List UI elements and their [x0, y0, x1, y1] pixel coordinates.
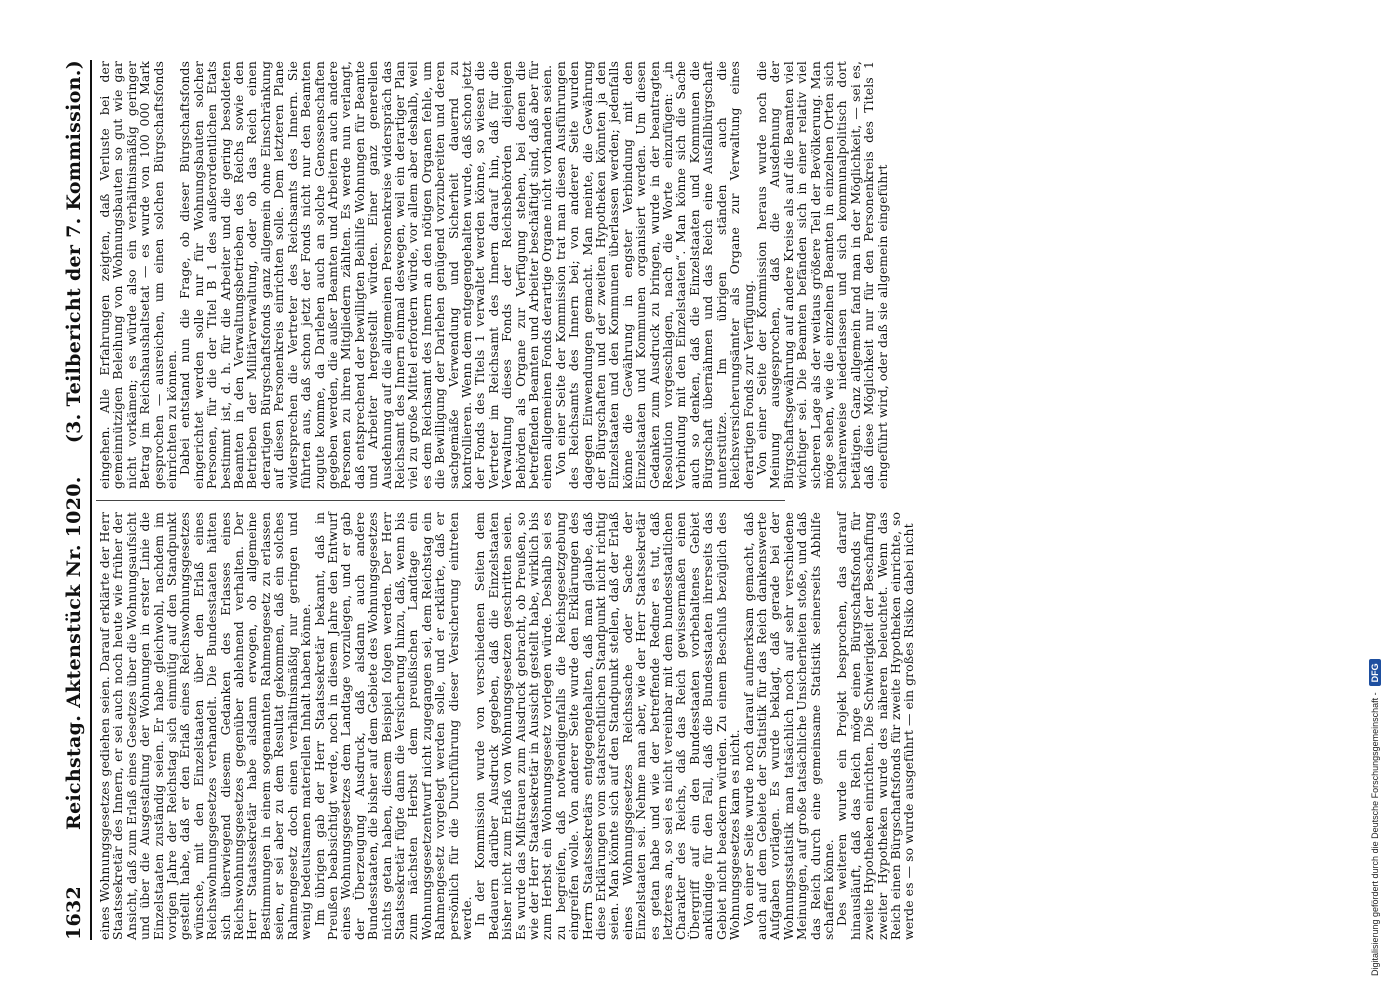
header-title: Reichstag. Aktenstück Nr. 1020.: [63, 476, 85, 830]
right-column: [97, 61, 890, 489]
document-page: [60, 60, 917, 940]
paragraph: Dabei entstand nun die Frage, ob dieser Bürgschaftsfonds eingerichtet werden solle nur für Wohnungsbauten solcher Personen, für die der Titel B 1 des außerordentlichen Etats bestimmt ist, d. h. für die Arbeiter und die gering besoldeten Beamten in den Verwaltungsbetrieben des Reichs sowie den Betrieben der Militärverwaltung, oder ob das Reich einen derartigen Bürgschaftsfonds ganz allgemein ohne Einschränkung auf diesen Personenkreis einrichten solle. Dem letzteren Plane widersprechen die Vertreter des Reichsamts des Innern. Sie führten aus, daß schon jetzt der Fonds nicht nur den Beamten zugute komme, da Darlehen auch an solche Genossenschaften gegeben werden, die außer Beamten und Arbeitern auch andere Personen zu ihren Mitgliedern zählten. Es werde nun verlangt, daß entsprechend der bewilligten Beihilfe Wohnungen für Beamte und Arbeiter hergestellt würden. Einer ganz generellen Ausdehnung auf die allgemeinen Personenkreise widerspräch das Reichsamt des Innern einmal deswegen, weil ein derartiger Plan viel zu große Mittel erfordern würde, vor allem aber deshalb, weil es dem Reichsamt des Innern an den nötigen Organen fehle, um die Bewilligung der Darlehen genügend vorzubereiten und deren sachgemäße Verwendung und Sicherheit dauernd zu kontrollieren. Wenn dem entgegengehalten wurde, daß schon jetzt der Fonds des Titels 1 verwaltet werden könne, so wiesen die Vertreter im Reichsamt des Innern darauf hin, daß für die Verwaltung dieses Fonds der Reichsbehörden diejenigen Behörden als Organe zur Verfügung stehen, bei denen die betreffenden Beamten und Arbeiter beschäftigt sind, daß aber für einen allgemeinen Fonds derartige Organe nicht vorhanden seien.: [177, 61, 555, 489]
paragraph: In der Kommission wurde von verschiedenen Seiten dem Bedauern darüber Ausdruck gegeben, daß die Einzelstaaten bisher nicht zum Erlaß von Wohnungsgesetzen geschritten seien. Es wurde das Mißtrauen zum Ausdruck gebracht, ob Preußen, so wie der Herr Staatssekretär in Aussicht gestellt habe, wirklich bis zum Herbst ein Wohnungsgesetz vorlegen würde. Deshalb sei es zu begreifen, daß notwendigenfalls die Reichsgesetzgebung eingreifen wolle. Von anderer Seite wurde den Erklärungen des Herrn Staatssekretärs entgegengehalten, daß man glaube, daß diese Erklärungen vom staatsrechtlichen Standpunkt nicht richtig seien. Man könnte sich auf den Standpunkt stellen, daß der Erlaß eines Wohnungsgesetzes Reichssache oder Sache der Einzelstaaten sei. Nehme man aber, wie der Herr Staatssekretär es getan habe und wie der betreffende Redner es tut, daß letzteres an, so sei es nicht vereinbar mit dem bundesstaatlichen Charakter des Reichs, daß das Reich gewissermaßen einen Übergriff auf ein den Bundesstaaten vorbehaltenes Gebiet ankündige für den Fall, daß die Bundesstaaten ihrerseits das Gebiet nicht beackern würden. Zu einem Beschluß bezüglich des Wohnungsgesetzes kam es nicht.: [472, 512, 743, 940]
paragraph: Von einer Seite wurde noch darauf aufmerksam gemacht, daß auch auf dem Gebiete der Statistik für das Reich dankenswerte Aufgaben vorlägen. Es wurde beklagt, daß gerade bei der Wohnungsstatistik man tatsächlich noch auf sehr verschiedene Meinungen, auf große tatsächliche Unsicherheiten stoße, und daß das Reich durch eine gemeinsame Statistik seinerseits Abhilfe schaffen könne.: [740, 512, 836, 940]
paragraph: eingehen. Alle Erfahrungen zeigten, daß Verluste bei der gemeinnützigen Beleihung von Wohnungsbauten so gut wie gar nicht vorkämen; es würde also ein verhältnismäßig geringer Betrag im Reichshaushaltsetat — es wurde von 100 000 Mark gesprochen — ausreichen, um einen solchen Bürgschaftsfonds einrichten zu können.: [97, 61, 180, 489]
paragraph: Des weiteren wurde ein Projekt besprochen, das darauf hinausläuft, daß das Reich möge einen Bürgschaftsfonds für zweite Hypotheken einrichten. Die Schwierigkeit der Beschaffung zweiter Hypotheken wurde des näheren beleuchtet. Wenn das Reich einen Bürgschaftsfonds für zweite Hypotheken einrichte, so werde es — so wurde ausgeführt — ein großes Risiko dabei nicht: [834, 512, 917, 940]
paragraph: eines Wohnungsgesetzes gediehen seien. Darauf erklärte der Herr Staatssekretär des Innern, er sei auch noch heute wie früher der Ansicht, daß zum Erlaß eines Gesetzes über die Wohnungsaufsicht und über die Ausgestaltung der Wohnungen in erster Linie die Einzelstaaten zuständig seien. Er habe gleichwohl, nachdem im vorigen Jahre der Reichstag sich einmütig auf den Standpunkt gestellt habe, daß er den Erlaß eines Reichswohnungsgesetzes wünsche, mit den Einzelstaaten über den Erlaß eines Reichswohnungsgesetzes verhandelt. Die Bundesstaaten hätten sich überwiegend diesem Gedanken des Erlasses eines Reichswohnungsgesetzes gegenüber ablehnend verhalten. Der Herr Staatssekretär habe alsdann erwogen, ob allgemeine Bestimmungen in einem sogenannten Rahmengesetz zu erlassen seien, er sei aber zu dem Resultat gekommen, daß ein solches Rahmengesetz doch einen verhältnismäßig nur geringen und wenig bedeutsamen materiellen Inhalt haben könne.: [97, 512, 314, 940]
page-header: [60, 60, 88, 940]
paragraph: Von einer Seite der Kommission trat man diesen Ausführungen des Reichsamts des Innern bei; von anderer Seite wurden dagegen Einwendungen gemacht. Man meinte, die Gewährung der Bürgschaften und der zweiten Hypotheken könnten ja den Einzelstaaten und den Kommunen überlassen werden; jedenfalls könne die Gewährung in engster Verbindung mit den Einzelstaaten und Kommunen organisiert werden. Um diesen Gedanken zum Ausdruck zu bringen, wurde in der beantragten Resolution vorgeschlagen, nach die Worte einzufügen: „in Verbindung mit den Einzelstaaten“. Man könne sich die Sache auch so denken, daß die Einzelstaaten und Kommunen die Bürgschaft übernähmen und das Reich eine Ausfallbürgschaft unterstütze. Im übrigen ständen auch die Reichsversicherungsämter als Organe zur Verwaltung eines derartigen Fonds zur Verfügung.: [552, 61, 756, 489]
column-divider: [96, 500, 785, 501]
left-column: [97, 512, 917, 940]
digitization-note: [1366, 0, 1384, 1000]
dfg-logo: DFG: [1369, 659, 1381, 686]
digitization-text: Digitalisierung gefördert durch die Deutsche Forschungsgemeinschaft -: [1370, 692, 1380, 976]
paragraph: Im übrigen gab der Herr Staatssekretär bekannt, daß in Preußen beabsichtigt werde, noch in diesem Jahre den Entwurf eines Wohnungsgesetzes dem Landtage vorzulegen, und er gab der Überzeugung Ausdruck, daß alsdann auch andere Bundesstaaten, die bisher auf dem Gebiete des Wohnungsgesetzes nichts getan haben, diesem Beispiel folgen werden. Der Herr Staatssekretär fügte dann die Versicherung hinzu, daß, wenn bis zum nächsten Herbst dem preußischen Landtage ein Wohnungsgesetzentwurf nicht zugegangen sei, dem Reichstag ein Rahmengesetz vorgelegt werden solle, und er erklärte, daß er persönlich für die Durchführung dieser Versicherung eintreten werde.: [311, 512, 474, 940]
header-subtitle: (3. Teilbericht der 7. Kommission.): [63, 60, 85, 444]
header-rule: [90, 60, 92, 940]
paragraph: Von einer Seite der Kommission heraus wurde noch die Meinung ausgesprochen, daß die Ausdehnung der Bürgschaftsgewährung auf andere Kreise als auf die Beamten viel wichtiger sei. Die Beamten befänden sich in einer relativ viel sicheren Lage als der weitaus größere Teil der Bevölkerung. Man möge sehen, wie die einzelnen Beamten in einzelnen Orten sich scharenweise niederlassen und sich kommunalpolitisch dort betätigen. Ganz allgemein fand man in der Möglichkeit, — sei es, daß diese Möglichkeit nur für den Personenkreis des Titels 1 eingeführt wird, oder daß sie allgemein eingeführt: [753, 61, 890, 489]
page-number: 1632: [63, 885, 85, 940]
